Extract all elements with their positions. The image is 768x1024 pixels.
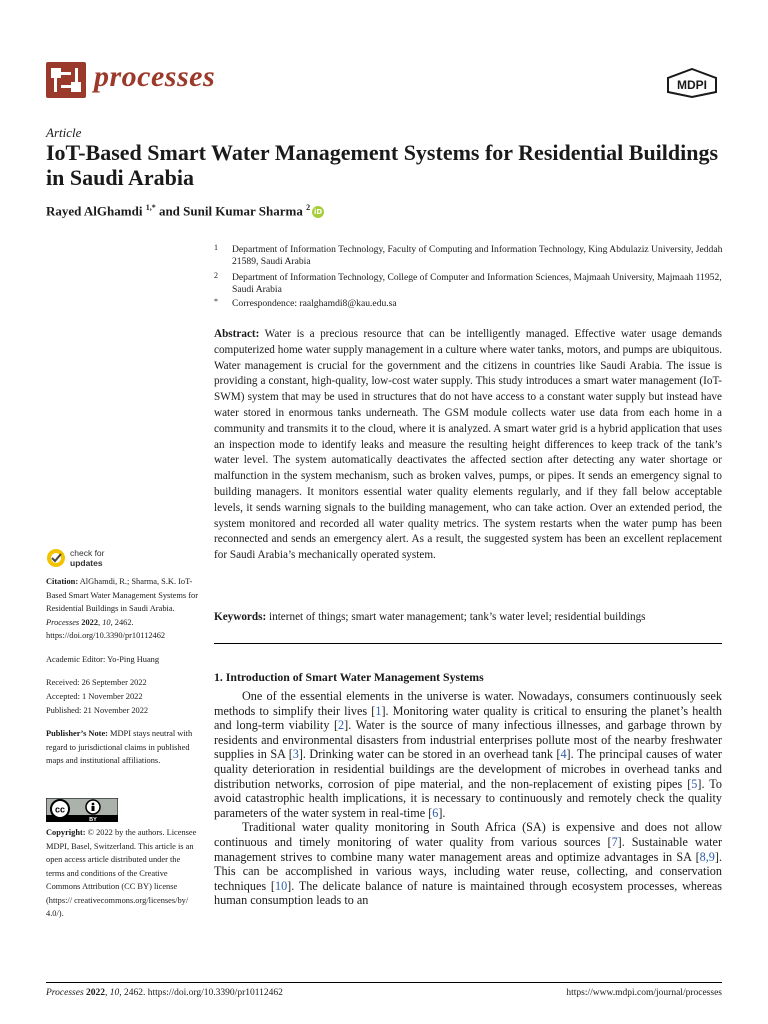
keywords-text: internet of things; smart water management; tank’s water level; residential buildings <box>266 611 646 623</box>
mdpi-logo-icon <box>666 68 718 98</box>
abstract-label: Abstract: <box>214 328 260 340</box>
citation-doi[interactable]: , 2462. https://doi.org/10.3390/pr10112462 <box>46 617 166 640</box>
abstract-text: Water is a precious resource that can be intelligently managed. Effective water usage demands computerized home water supply management in a culture where water tanks, motors, and pumps are ubiquitous. Water management is crucial for the government and the citizens in countries like Saudi Arabia. The issue is providing a constant, high-quality, low-cost water supply. This study introduces a smart water management (IoT-SWM) system that may be used in structures that do not have access to a constant water supply but instead have water stored in enormous tanks underneath. The GSM module collects water use data from each home in a community and transmits it to the cloud, where it is analyzed. A smart water grid is a hybrid application that uses an inspection mode to identify leaks and measure the resulting height differences to keep track of the tank’s water level. The system automatically deactivates the affected section after detecting any water shortage or malfunction in the system mechanism, such as broken valves, pumps, or pipes. It sends an emergency signal to building managers. It monitors essential water quality elements regularly, and if they fall below acceptable levels, it sends warning signals to the building management, who can take action. Over an extended period, the system monitored and recorded all water quality metrics. The system restarts when the water pump has been reconnected and sends an emergency alert. As a result, the suggested system has been an excellent replacement for Saudi Arabia’s mechanically operated system. <box>214 328 722 562</box>
published-date: Published: 21 November 2022 <box>46 706 149 715</box>
copyright-label: Copyright: <box>46 828 86 837</box>
svg-text:BY: BY <box>89 817 97 822</box>
journal-url-link[interactable]: https://www.mdpi.com/journal/processes <box>566 988 722 998</box>
citation-block: Citation: AlGhamdi, R.; Sharma, S.K. IoT-Based Smart Water Management Systems for Residential Buildings in Saudi Arabia. Processes 2022, 10, 2462. https://doi.org/10.3390/pr10112462 <box>46 577 198 640</box>
affiliation-number: * <box>214 297 218 306</box>
publisher-name: MDPI <box>677 78 707 92</box>
keywords <box>214 610 722 626</box>
footer-doi-link[interactable]: , 2462. https://doi.org/10.3390/pr10112462 <box>119 988 283 998</box>
reference-link[interactable]: 5 <box>691 776 698 791</box>
journal-name: processes <box>94 60 216 93</box>
reference-link[interactable]: 2 <box>338 718 345 733</box>
affiliation-number: 2 <box>214 271 218 280</box>
keywords-label: Keywords: <box>214 611 267 623</box>
orcid-icon[interactable]: iD <box>313 208 323 217</box>
article-type: Article <box>46 125 82 140</box>
reference-link[interactable]: 1 <box>375 703 382 718</box>
footer-citation: Processes 2022, 10, 2462. https://doi.org/10.3390/pr10112462 <box>46 988 283 998</box>
affiliation-text: Department of Information Technology, College of Computer and Information Sciences, Majmaah University, Majmaah 11952, Saudi Arabia <box>232 272 722 295</box>
check-for-updates-button[interactable] <box>46 544 126 574</box>
check-updates-icon <box>46 548 66 568</box>
author-list <box>46 203 324 219</box>
check-updates-label: check for updates <box>70 548 105 568</box>
article-title: IoT-Based Smart Water Management Systems for Residential Buildings in Saudi Arabia <box>46 140 719 190</box>
copyright-notice: Copyright: © 2022 by the authors. Licensee MDPI, Basel, Switzerland. This article is an open access article distributed under the terms and conditions of the Creative Commons Attribution (CC BY) license (https:// creativecommons.org/licenses/by/ 4.0/). <box>46 828 197 918</box>
citation-label: Citation: <box>46 577 79 586</box>
divider <box>214 643 722 644</box>
publisher-note: Publisher’s Note: MDPI stays neutral with regard to jurisdictional claims in published maps and institutional affiliations. <box>46 729 193 765</box>
reference-link[interactable]: 8,9 <box>699 849 715 864</box>
author-1-affiliation: 1,* <box>145 203 156 212</box>
cc-by-license-icon[interactable] <box>46 798 118 822</box>
svg-text:cc: cc <box>54 804 66 815</box>
reference-link[interactable]: 3 <box>292 747 299 762</box>
paragraph: Traditional water quality monitoring in South Africa (SA) is expensive and does not allow continuous and timely monitoring of water quality from various sources [7]. Sustainable water management strives to combine many water management areas and optimize advantages in SA [8,9]. This can be accomplished in various ways, including water reuse, collecting, and conservation techniques [10]. The delicate balance of nature is maintained through ecosystem processes, whereas human consumption leads to an <box>214 820 722 908</box>
author-1[interactable]: Rayed AlGhamdi <box>46 203 146 219</box>
academic-editor: Academic Editor: Yo-Ping Huang <box>46 655 160 664</box>
section-body <box>214 689 722 908</box>
reference-link[interactable]: 10 <box>274 878 288 893</box>
reference-link[interactable]: 6 <box>432 805 439 820</box>
correspondence-text[interactable]: Correspondence: raalghamdi8@kau.edu.sa <box>232 298 397 309</box>
accepted-date: Accepted: 1 November 2022 <box>46 692 143 701</box>
abstract <box>214 327 722 564</box>
affiliation-2 <box>214 272 726 296</box>
affiliation-1 <box>214 244 726 268</box>
reference-link[interactable]: 4 <box>560 747 567 762</box>
section-heading: 1. Introduction of Smart Water Management Systems <box>214 670 484 684</box>
affiliation-text: Department of Information Technology, Faculty of Computing and Information Technology, King Abdulaziz University, Jeddah 21589, Saudi Arabia <box>232 244 723 267</box>
correspondence <box>214 298 726 310</box>
author-2[interactable]: and Sunil Kumar Sharma <box>155 203 307 219</box>
footer-divider <box>46 982 722 983</box>
reference-link[interactable]: 7 <box>611 834 618 849</box>
author-2-affiliation: 2 <box>306 203 311 212</box>
publisher-note-label: Publisher’s Note: <box>46 729 108 738</box>
paragraph: One of the essential elements in the universe is water. Nowadays, consumers continuously seek methods to simplify their lives [1]. Monitoring water quality is critical to ensuring the planet’s health and long-term viability [2]. Water is the source of many infectious illnesses, and garbage thrown by residents and environmental disasters from industrial enterprises pollute most of the nearby freshwater supplies in SA [3]. Drinking water can be stored in an overhead tank [4]. The principal causes of water quality deterioration in residential buildings are the development of microbes in overhead tanks and distribution networks, corrosion of pipe material, and the non-replacement of existing pipes [5]. To avoid catastrophic health implications, it is necessary to continuously and remotely check the quality parameters of the water system in real-time [6]. <box>214 689 722 820</box>
received-date: Received: 26 September 2022 <box>46 678 147 687</box>
affiliation-number: 1 <box>214 243 218 252</box>
processes-logo-icon <box>46 62 86 98</box>
